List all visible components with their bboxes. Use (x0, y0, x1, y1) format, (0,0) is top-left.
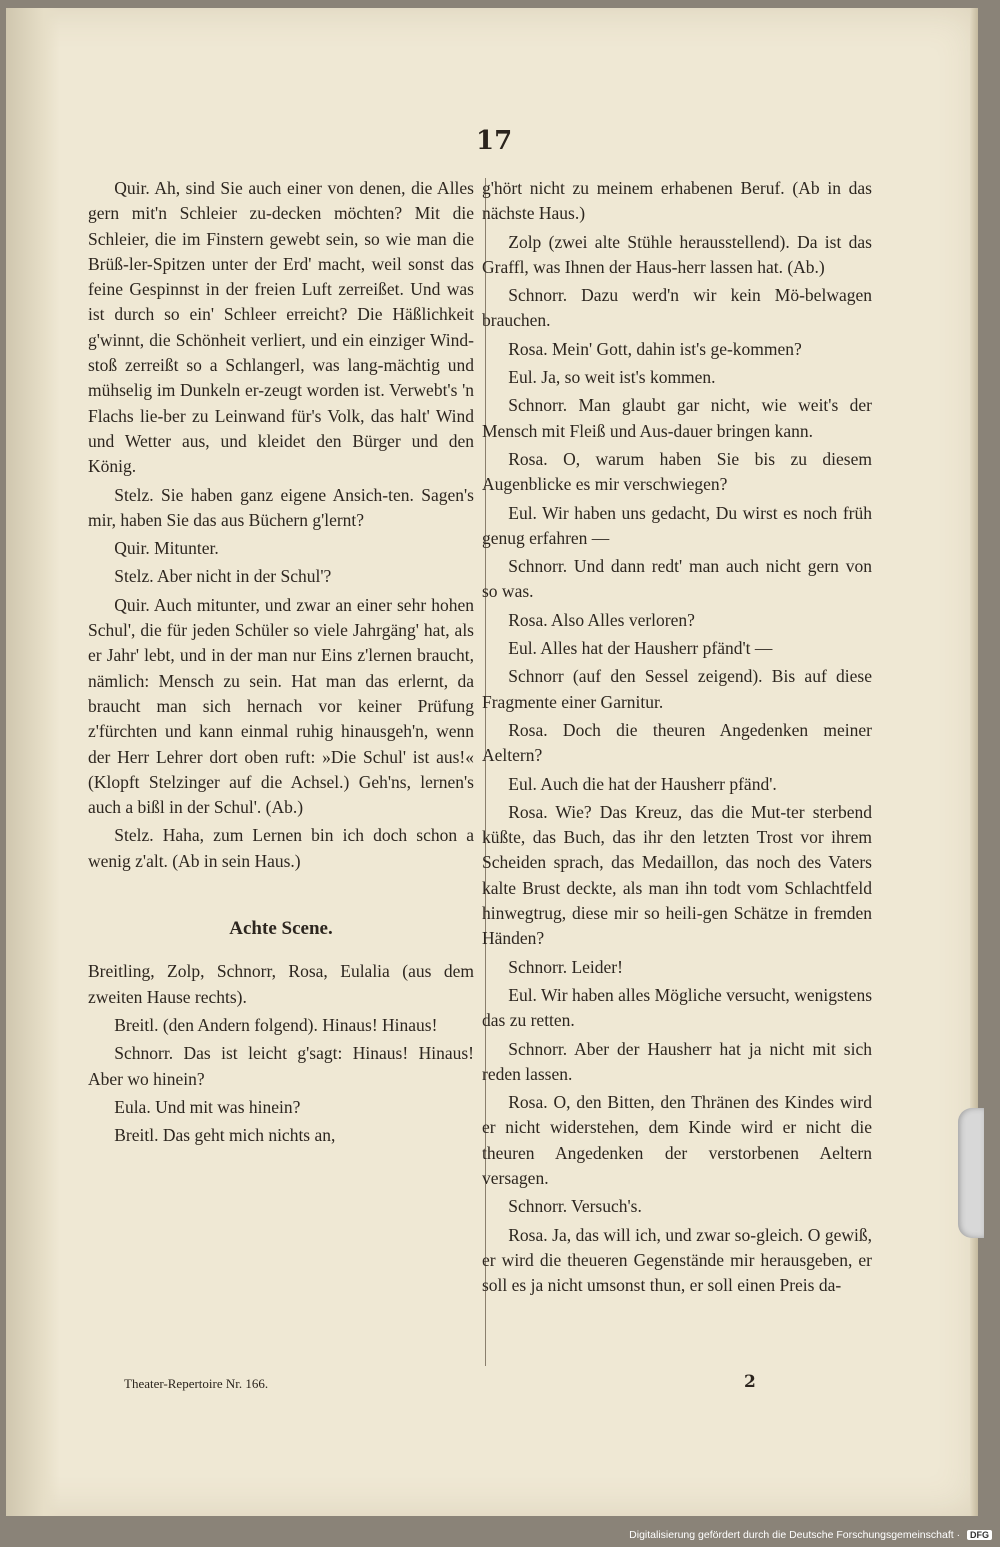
paragraph: Schnorr. Leider! (508, 956, 623, 977)
paragraph: Eul. Ja, so weit ist's kommen. (508, 367, 716, 388)
right-column (482, 176, 872, 1301)
paragraph: Rosa. Also Alles verloren? (508, 609, 695, 630)
page-tab-marker (958, 1108, 984, 1238)
footer-signature-mark: 2 (744, 1372, 756, 1392)
book-page (6, 8, 978, 1516)
paragraph: Quir. Mitunter. (114, 538, 219, 559)
paragraph: Rosa. Mein' Gott, dahin ist's ge-kommen? (508, 338, 802, 359)
paragraph: Quir. Ah, sind Sie auch einer von denen, die Alles gern mit'n Schleier zu-decken möchten? Mit die Schleier, die im Finstern gewebt sein, so wie man die Brüß-ler-Spitzen unter der Erd' macht, weil sonst das feine Gespinnst in der freien Luft zerreißet. Und was ist durch so ein' Schleer erreicht? Die Häßlichkeit g'winnt, die Schönheit verliert, und ein einziger Wind-stoß zerreißt so a Schlangerl, was lang-mächtig und mühselig im Dunkeln er-zeugt worden ist. Verwebt's 'n Flachs lie-ber zu Leinwand für's Volk, das halt' Wind und Wetter aus, und kleidet den Bürger und den König. (88, 178, 474, 477)
paragraph: Eul. Wir haben alles Mögliche versucht, wenigstens das zu retten. (482, 984, 872, 1031)
footer-series-label: Theater-Repertoire Nr. 166. (124, 1376, 269, 1391)
paragraph: Schnorr. Aber der Hausherr hat ja nicht mit sich reden lassen. (482, 1038, 872, 1084)
paragraph: Stelz. Sie haben ganz eigene Ansich-ten. Sagen's mir, haben Sie das aus Büchern g'lernt? (88, 484, 474, 530)
paragraph: Schnorr. Versuch's. (508, 1196, 642, 1217)
paragraph: Stelz. Aber nicht in der Schul'? (114, 566, 332, 587)
paragraph: Eul. Alles hat der Hausherr pfänd't — (508, 638, 773, 659)
paragraph: Rosa. Wie? Das Kreuz, das die Mut-ter sterbend küßte, das Buch, das ihr den letzten Trost vor ihrem Scheiden sprach, das Medaillon, das noch des Vaters kalte Brust deckte, als man ihn todt vom Schlachtfeld hinwegtrug, diese mir so heili-gen Schätze in fremden Händen? (482, 801, 872, 949)
page-gutter-shadow (6, 8, 60, 1516)
page-edge (970, 8, 978, 1516)
left-column (88, 176, 474, 1151)
paragraph: Stelz. Haha, zum Lernen bin ich doch schon a wenig z'alt. (Ab in sein Haus.) (88, 825, 474, 871)
scene-heading: Achte Scene. (229, 918, 333, 940)
paragraph: Breitl. Das geht mich nichts an, (114, 1125, 336, 1146)
paragraph: Rosa. Ja, das will ich, und zwar so-gleich. O gewiß, er wird die theueren Gegenstände mir herausgeben, er soll es ja nicht umsonst thun, er soll einen Preis da- (482, 1224, 872, 1296)
cast-list: Breitling, Zolp, Schnorr, Rosa, Eulalia (aus dem zweiten Hause rechts). (88, 961, 474, 1007)
paragraph: Schnorr. Das ist leicht g'sagt: Hinaus! Hinaus! Aber wo hinein? (88, 1043, 474, 1089)
paragraph: Schnorr (auf den Sessel zeigend). Bis auf diese Fragmente einer Garnitur. (482, 666, 872, 712)
paragraph: Schnorr. Dazu werd'n wir kein Mö-belwagen brauchen. (482, 285, 872, 331)
dfg-logo: DFG (967, 1530, 992, 1540)
paragraph: Rosa. O, den Bitten, den Thränen des Kindes wird er nicht widerstehen, dem Kinde wird er nicht die theuren Angedenken der verstorbenen Aeltern versagen. (482, 1092, 872, 1188)
paragraph: Breitl. (den Andern folgend). Hinaus! Hinaus! (114, 1014, 438, 1035)
paragraph: Rosa. O, warum haben Sie bis zu diesem Augenblicke es mir verschwiegen? (482, 448, 872, 495)
digitization-credit (629, 1529, 992, 1541)
page-number: 17 (476, 126, 513, 156)
paragraph: Schnorr. Und dann redt' man auch nicht gern von so was. (482, 556, 872, 602)
paragraph: Eul. Auch die hat der Hausherr pfänd'. (508, 773, 777, 794)
paragraph: Quir. Auch mitunter, und zwar an einer sehr hohen Schul', die für jeden Schüler so viele Jahrgäng' hat, als er Jahr' lebt, und in der man nur Eins z'lernen braucht, nämlich: Mensch zu sein. Hat man das erlernt, da braucht man sich hernach vor keiner Prüfung z'fürchten und kann einmal ruhig hinausgeh'n, wenn der Herr Lehrer dort oben ruft: »Die Schul' ist aus!« (Klopft Stelzinger auf die Achsel.) Geh'ns, lernen's auch a bißl in der Schul'. (Ab.) (88, 594, 474, 818)
paragraph: Eula. Und mit was hinein? (114, 1096, 301, 1117)
credit-text: Digitalisierung gefördert durch die Deutsche Forschungsgemeinschaft · (629, 1529, 961, 1541)
paragraph: Zolp (zwei alte Stühle herausstellend). Da ist das Graffl, was Ihnen der Haus-herr lassen hat. (Ab.) (482, 231, 872, 277)
paragraph: Eul. Wir haben uns gedacht, Du wirst es noch früh genug erfahren — (482, 502, 872, 548)
paragraph: Rosa. Doch die theuren Angedenken meiner Aeltern? (482, 719, 872, 766)
paragraph: Schnorr. Man glaubt gar nicht, wie weit's der Mensch mit Fleiß und Aus-dauer bringen kann. (482, 395, 872, 441)
paragraph: g'hört nicht zu meinem erhabenen Beruf. (Ab in das nächste Haus.) (482, 178, 872, 224)
